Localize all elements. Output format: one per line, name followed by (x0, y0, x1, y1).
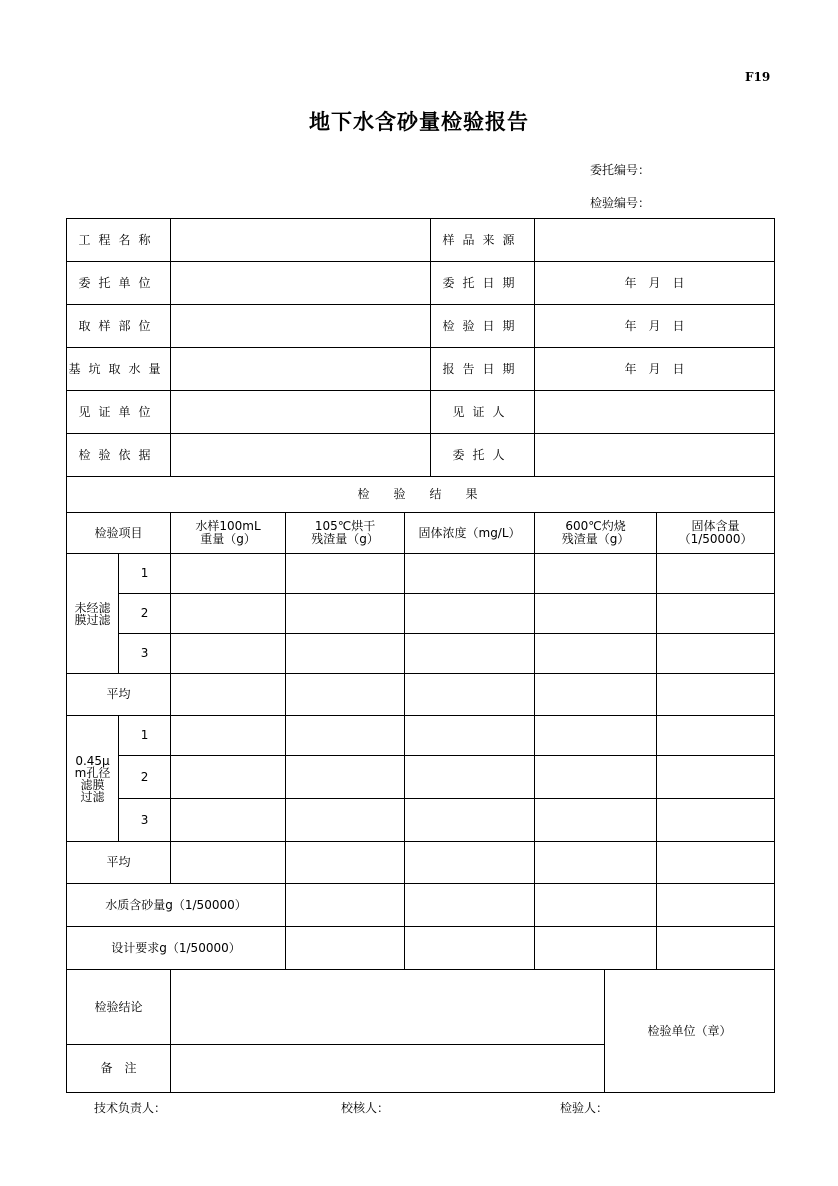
sample-number: 1 (119, 554, 171, 594)
tech-lead-label: 技术负责人： (94, 1101, 167, 1115)
results-title: 检 验 结 果 (67, 477, 775, 513)
value-cell[interactable] (405, 716, 535, 756)
value-cell[interactable] (171, 842, 286, 884)
info-label: 基坑取水量 (67, 348, 171, 391)
info-label: 取样部位 (67, 305, 171, 348)
value-cell[interactable] (286, 594, 405, 634)
info-value[interactable] (171, 219, 431, 262)
value-cell[interactable] (286, 842, 405, 884)
info-value[interactable] (171, 348, 431, 391)
value-cell[interactable] (171, 674, 286, 716)
info-right-value[interactable]: 年 月 日 (535, 262, 775, 305)
info-label: 委托单位 (67, 262, 171, 305)
column-header: 固体含量 （1/50000） (657, 513, 775, 554)
form-code: F19 (745, 70, 771, 84)
value-cell[interactable] (535, 756, 657, 799)
conclusion-label: 检验结论 (67, 970, 171, 1045)
value-cell[interactable] (657, 674, 775, 716)
value-cell[interactable] (171, 756, 286, 799)
test-no-label: 检验编号： (590, 196, 651, 210)
info-right-label: 样品来源 (431, 219, 535, 262)
report-table (66, 218, 775, 1093)
info-right-value[interactable]: 年 月 日 (535, 348, 775, 391)
value-cell[interactable] (657, 756, 775, 799)
page-title: 地下水含砂量检验报告 (309, 110, 529, 134)
value-cell[interactable] (535, 927, 657, 970)
info-label: 工程名称 (67, 219, 171, 262)
column-header: 105℃烘干 残渣量（g） (286, 513, 405, 554)
filter-group-label: 0.45μ m孔径 滤膜 过滤 (67, 716, 119, 842)
info-right-value[interactable] (535, 434, 775, 477)
info-right-label: 报告日期 (431, 348, 535, 391)
value-cell[interactable] (171, 554, 286, 594)
column-header: 600℃灼烧 残渣量（g） (535, 513, 657, 554)
value-cell[interactable] (535, 884, 657, 927)
sample-number: 3 (119, 634, 171, 674)
value-cell[interactable] (171, 716, 286, 756)
entrust-no-label: 委托编号： (590, 163, 651, 177)
value-cell[interactable] (405, 799, 535, 842)
sample-number: 3 (119, 799, 171, 842)
value-cell[interactable] (657, 799, 775, 842)
info-right-label: 委托日期 (431, 262, 535, 305)
sample-number: 2 (119, 756, 171, 799)
value-cell[interactable] (171, 799, 286, 842)
info-label: 检验依据 (67, 434, 171, 477)
average-label: 平均 (67, 842, 171, 884)
value-cell[interactable] (535, 554, 657, 594)
checker-label: 校核人： (341, 1101, 390, 1115)
value-cell[interactable] (657, 594, 775, 634)
column-header: 固体浓度（mg/L） (405, 513, 535, 554)
info-value[interactable] (171, 434, 431, 477)
value-cell[interactable] (657, 554, 775, 594)
design-req-label: 设计要求g（1/50000） (67, 927, 286, 970)
value-cell[interactable] (171, 594, 286, 634)
value-cell[interactable] (286, 884, 405, 927)
info-right-label: 检验日期 (431, 305, 535, 348)
column-header: 检验项目 (67, 513, 171, 554)
value-cell[interactable] (286, 799, 405, 842)
value-cell[interactable] (405, 634, 535, 674)
value-cell[interactable] (286, 756, 405, 799)
value-cell[interactable] (657, 634, 775, 674)
value-cell[interactable] (657, 884, 775, 927)
value-cell[interactable] (535, 634, 657, 674)
value-cell[interactable] (405, 756, 535, 799)
value-cell[interactable] (405, 674, 535, 716)
info-value[interactable] (171, 262, 431, 305)
average-label: 平均 (67, 674, 171, 716)
info-right-label: 委托人 (431, 434, 535, 477)
value-cell[interactable] (286, 674, 405, 716)
value-cell[interactable] (171, 634, 286, 674)
value-cell[interactable] (405, 884, 535, 927)
info-right-value[interactable] (535, 219, 775, 262)
remark-field[interactable] (171, 1045, 605, 1093)
conclusion-field[interactable] (171, 970, 605, 1045)
value-cell[interactable] (405, 927, 535, 970)
value-cell[interactable] (657, 927, 775, 970)
info-right-value[interactable]: 年 月 日 (535, 305, 775, 348)
value-cell[interactable] (286, 927, 405, 970)
filter-group-label: 未经滤 膜过滤 (67, 554, 119, 674)
info-value[interactable] (171, 391, 431, 434)
value-cell[interactable] (405, 554, 535, 594)
value-cell[interactable] (405, 594, 535, 634)
info-right-label: 见证人 (431, 391, 535, 434)
info-value[interactable] (171, 305, 431, 348)
value-cell[interactable] (535, 674, 657, 716)
value-cell[interactable] (535, 594, 657, 634)
sample-number: 1 (119, 716, 171, 756)
value-cell[interactable] (405, 842, 535, 884)
value-cell[interactable] (657, 842, 775, 884)
value-cell[interactable] (535, 716, 657, 756)
value-cell[interactable] (535, 799, 657, 842)
value-cell[interactable] (286, 554, 405, 594)
info-label: 见证单位 (67, 391, 171, 434)
value-cell[interactable] (286, 634, 405, 674)
sand-content-label: 水质含砂量g（1/50000） (67, 884, 286, 927)
value-cell[interactable] (535, 842, 657, 884)
remark-label: 备 注 (67, 1045, 171, 1093)
value-cell[interactable] (657, 716, 775, 756)
column-header: 水样100mL 重量（g） (171, 513, 286, 554)
tester-label: 检验人： (560, 1101, 609, 1115)
sample-number: 2 (119, 594, 171, 634)
info-right-value[interactable] (535, 391, 775, 434)
stamp-label: 检验单位（章） (605, 970, 775, 1093)
value-cell[interactable] (286, 716, 405, 756)
